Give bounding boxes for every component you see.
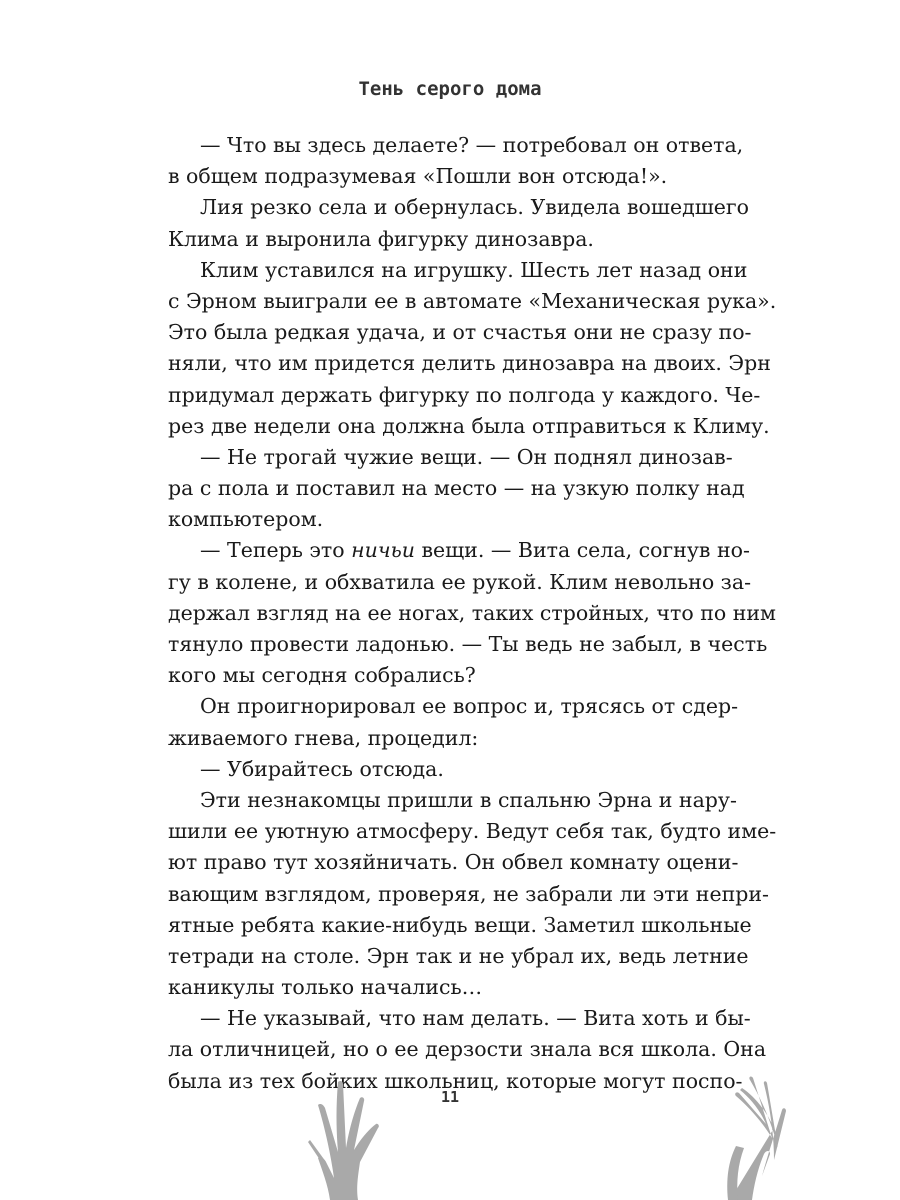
left-hand-illustration [300, 1070, 410, 1200]
running-head: Тень серого дома [358, 78, 542, 100]
text-line [168, 286, 777, 317]
text-line [168, 161, 700, 192]
text-line [168, 910, 752, 941]
text-segment: была из тех бойких школьниц, которые могут поспо- [168, 1068, 743, 1093]
text-line [168, 629, 768, 660]
text-line [168, 535, 750, 566]
text-segment: держал взгляд на ее ногах, таких стройных, что по ним [168, 600, 776, 625]
text-segment: шили ее уютную атмосферу. Ведут себя так, будто име- [168, 819, 777, 844]
text-segment: — Не указывай, что нам делать. — Вита хоть и бы- [200, 1006, 751, 1031]
text-segment: ют право тут хозяйничать. Он обвел комнату оцени- [168, 850, 739, 875]
text-segment: кого мы сегодня собрались? [168, 663, 476, 688]
text-line [168, 504, 700, 535]
text-segment: — Теперь это [200, 538, 352, 563]
text-line [168, 473, 745, 504]
text-line [168, 130, 744, 161]
text-segment: живаемого гнева, процедил: [168, 725, 479, 750]
text-line [168, 1034, 767, 1065]
text-line [168, 816, 777, 847]
page-number: 11 [440, 1088, 460, 1106]
text-segment: гу в колене, и обхватила ее рукой. Клим невольно за- [168, 569, 752, 594]
italic-text: ничьи [351, 538, 415, 563]
text-segment: с Эрном выиграли ее в автомате «Механическая рука». [168, 288, 777, 313]
text-line [168, 660, 700, 691]
text-segment: тянуло провести ладонью. — Ты ведь не забыл, в честь [168, 632, 768, 656]
text-segment: вающим взглядом, проверяя, не забрали ли эти непри- [168, 881, 769, 906]
text-segment: придумал держать фигурку по полгода у каждого. Че- [168, 382, 761, 407]
text-segment: в общем подразумевая «Пошли вон отсюда!». [168, 164, 668, 189]
text-segment: компьютером. [168, 507, 324, 532]
text-line [168, 691, 739, 722]
text-line [168, 317, 752, 348]
text-line [168, 380, 761, 411]
text-line [168, 879, 769, 910]
text-line [168, 723, 700, 754]
text-segment: — Не трогай чужие вещи. — Он поднял динозав- [200, 444, 733, 469]
text-segment: — Убирайтесь отсюда. [200, 756, 444, 781]
text-line [168, 567, 752, 598]
body-text [168, 130, 777, 1097]
right-hand-illustration [670, 1050, 790, 1200]
text-line [168, 598, 776, 629]
text-segment: вещи. — Вита села, согнув но- [414, 538, 750, 563]
text-segment: Клим уставился на игрушку. Шесть лет назад они [200, 257, 748, 282]
text-segment: ятные ребята какие-нибудь вещи. Заметил школьные [168, 912, 752, 937]
text-line [168, 754, 700, 785]
text-segment: тетради на столе. Эрн так и не убрал их, ведь летние [168, 943, 749, 968]
text-segment: няли, что им придется делить динозавра на двоих. Эрн [168, 351, 771, 376]
text-line [168, 785, 737, 816]
text-line [168, 941, 749, 972]
text-segment: Клима и выронила фигурку динозавра. [168, 226, 594, 251]
text-segment: рез две недели она должна была отправиться к Климу. [168, 413, 770, 438]
text-segment: ра с пола и поставил на место — на узкую полку над [168, 476, 745, 501]
text-segment: каникулы только начались… [168, 975, 483, 1000]
text-line [168, 972, 700, 1003]
text-line [168, 411, 770, 442]
text-line [168, 1003, 751, 1034]
text-segment: ла отличницей, но о ее дерзости знала вся школа. Она [168, 1037, 767, 1062]
text-line [168, 442, 733, 473]
text-line [168, 348, 771, 379]
text-segment: Это была редкая удача, и от счастья они не сразу по- [168, 320, 752, 345]
text-segment: Он проигнорировал ее вопрос и, трясясь от сдер- [200, 694, 739, 719]
text-line [168, 255, 748, 286]
text-line [168, 192, 749, 223]
text-segment: — Что вы здесь делаете? — потребовал он ответа, [200, 133, 744, 157]
text-line [168, 847, 739, 878]
text-line [168, 224, 700, 255]
text-segment: Лия резко села и обернулась. Увидела вошедшего [200, 195, 749, 220]
text-segment: Эти незнакомцы пришли в спальню Эрна и нару- [200, 787, 737, 812]
